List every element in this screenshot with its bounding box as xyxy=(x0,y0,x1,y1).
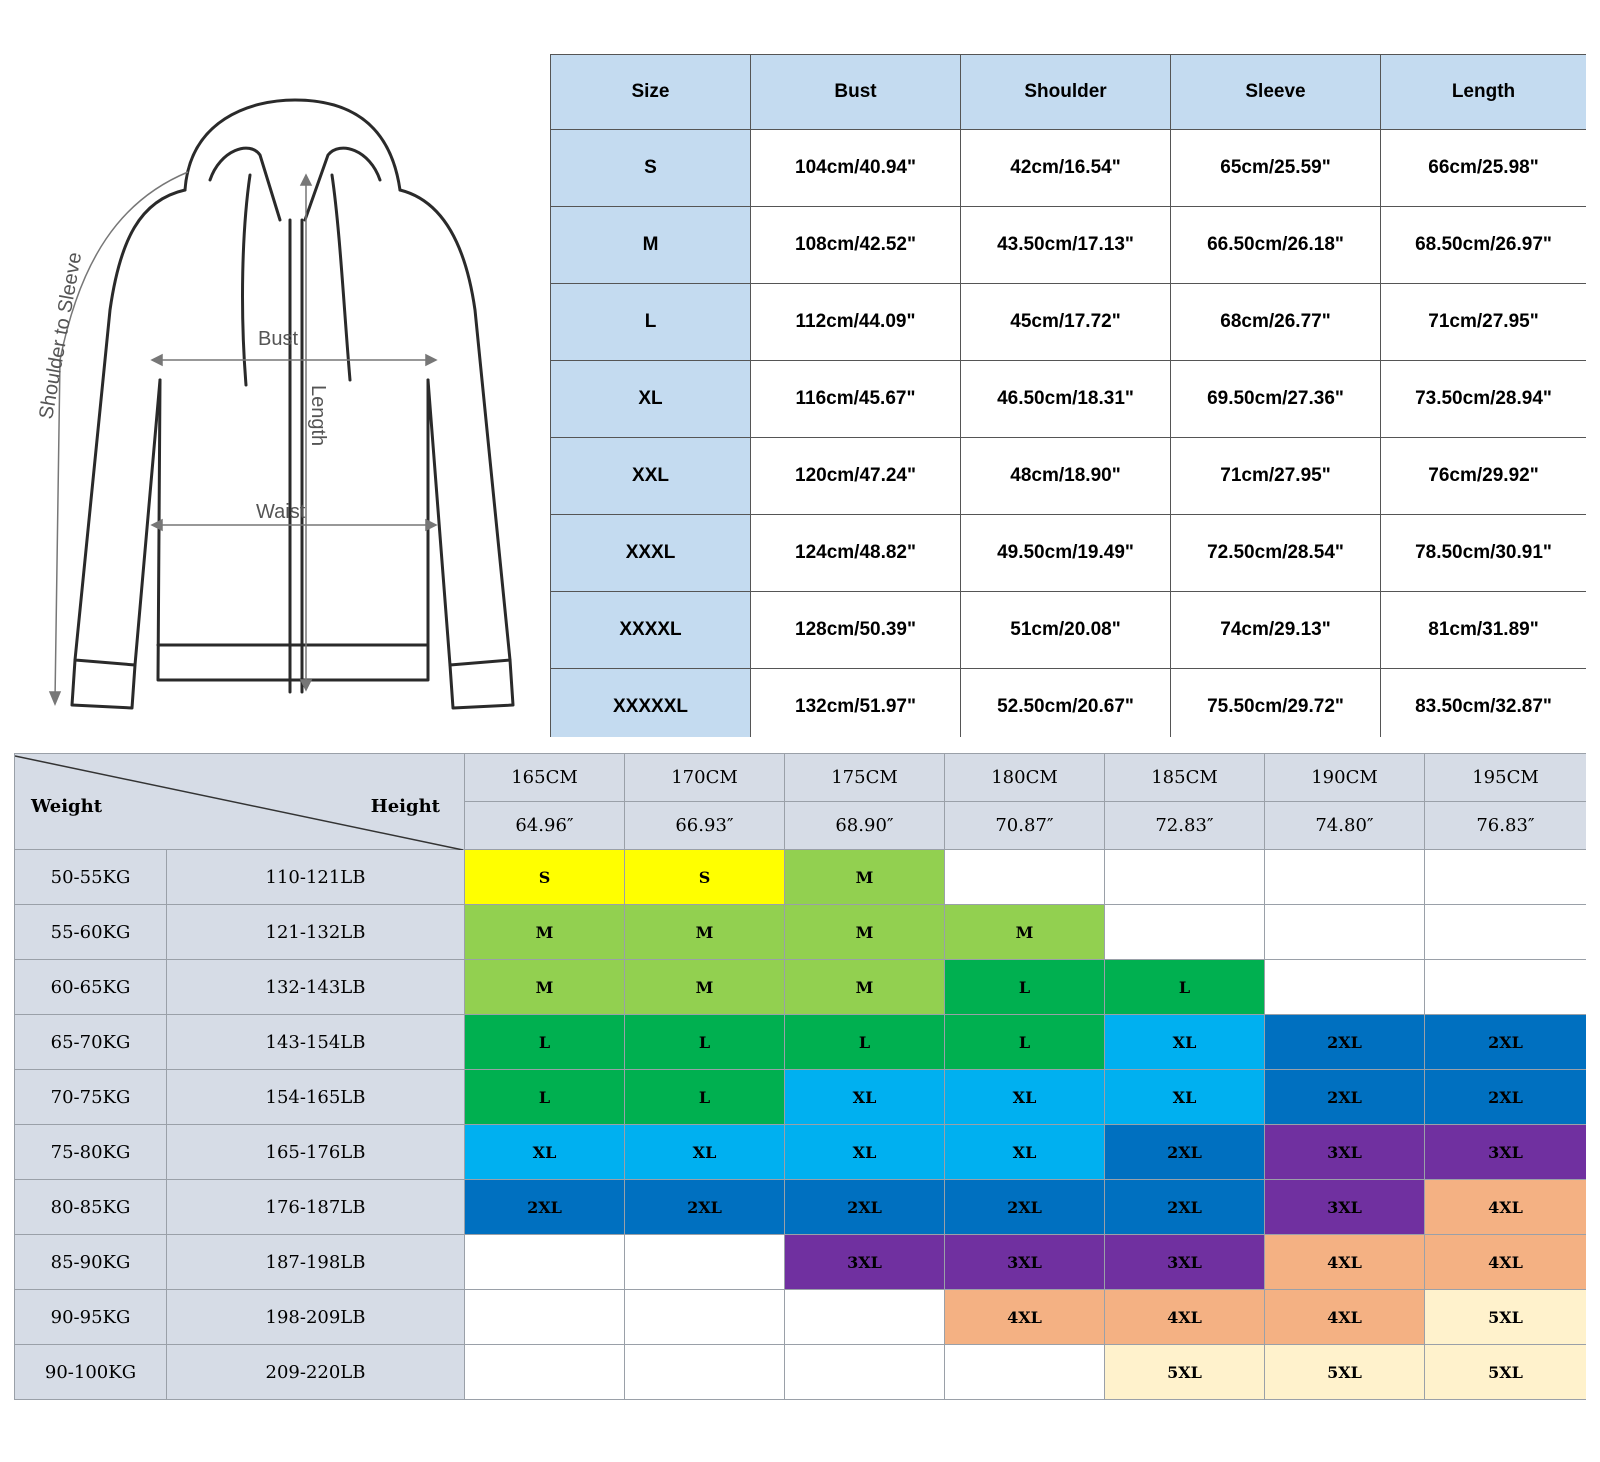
size-table-cell-sleeve: 71cm/27.95" xyxy=(1171,438,1381,515)
size-table-cell-bust: 132cm/51.97" xyxy=(751,669,961,738)
fit-chart-wrapper xyxy=(14,753,1586,1407)
height-cm-header: 175CM xyxy=(785,754,945,802)
height-cm-header: 170CM xyxy=(625,754,785,802)
weight-height-corner xyxy=(15,754,465,850)
fit-chart-row xyxy=(15,1345,1587,1400)
weight-kg-cell: 55-60KG xyxy=(15,905,167,960)
empty-size-cell xyxy=(1265,850,1425,905)
size-table-cell-bust: 104cm/40.94" xyxy=(751,130,961,207)
height-label: Height xyxy=(370,796,440,817)
recommended-size-cell: XL xyxy=(625,1125,785,1180)
recommended-size-cell: 4XL xyxy=(945,1290,1105,1345)
empty-size-cell xyxy=(785,1290,945,1345)
hoodie-outline-icon xyxy=(10,80,530,740)
fit-chart-row xyxy=(15,1180,1587,1235)
recommended-size-cell: 5XL xyxy=(1425,1345,1587,1400)
size-table-cell-shoulder: 48cm/18.90" xyxy=(961,438,1171,515)
recommended-size-cell: L xyxy=(1105,960,1265,1015)
recommended-size-cell: 3XL xyxy=(945,1235,1105,1290)
weight-kg-cell: 75-80KG xyxy=(15,1125,167,1180)
recommended-size-cell: M xyxy=(625,960,785,1015)
fit-chart-row xyxy=(15,1125,1587,1180)
weight-kg-cell: 90-100KG xyxy=(15,1345,167,1400)
empty-size-cell xyxy=(1265,960,1425,1015)
size-table-cell-bust: 120cm/47.24" xyxy=(751,438,961,515)
weight-kg-cell: 85-90KG xyxy=(15,1235,167,1290)
size-table-cell-size: S xyxy=(551,130,751,207)
recommended-size-cell: 3XL xyxy=(785,1235,945,1290)
size-table-cell-size: XXXL xyxy=(551,515,751,592)
size-table-cell-length: 66cm/25.98" xyxy=(1381,130,1587,207)
recommended-size-cell: 2XL xyxy=(1265,1015,1425,1070)
weight-kg-cell: 70-75KG xyxy=(15,1070,167,1125)
empty-size-cell xyxy=(1265,905,1425,960)
label-waist: Waist xyxy=(256,501,306,523)
recommended-size-cell: 4XL xyxy=(1105,1290,1265,1345)
header-length: Length xyxy=(1381,55,1587,130)
size-table-cell-size: XXXXXL xyxy=(551,669,751,738)
size-table-cell-size: XL xyxy=(551,361,751,438)
recommended-size-cell: 2XL xyxy=(1425,1015,1587,1070)
size-table-row xyxy=(551,669,1587,738)
size-table-cell-length: 83.50cm/32.87" xyxy=(1381,669,1587,738)
fit-chart-row xyxy=(15,1070,1587,1125)
recommended-size-cell: XL xyxy=(1105,1015,1265,1070)
size-table-cell-length: 68.50cm/26.97" xyxy=(1381,207,1587,284)
recommended-size-cell: M xyxy=(785,850,945,905)
size-table-cell-length: 78.50cm/30.91" xyxy=(1381,515,1587,592)
height-cm-header: 180CM xyxy=(945,754,1105,802)
weight-kg-cell: 60-65KG xyxy=(15,960,167,1015)
empty-size-cell xyxy=(785,1345,945,1400)
hoodie-diagram xyxy=(10,80,530,740)
recommended-size-cell: 4XL xyxy=(1425,1180,1587,1235)
recommended-size-cell: M xyxy=(785,905,945,960)
empty-size-cell xyxy=(1105,905,1265,960)
height-inch-header: 66.93″ xyxy=(625,802,785,850)
fit-chart-table xyxy=(14,753,1586,1400)
size-table-row xyxy=(551,515,1587,592)
empty-size-cell xyxy=(625,1235,785,1290)
weight-lb-cell: 121-132LB xyxy=(167,905,465,960)
recommended-size-cell: XL xyxy=(1105,1070,1265,1125)
size-table-cell-size: L xyxy=(551,284,751,361)
recommended-size-cell: 3XL xyxy=(1105,1235,1265,1290)
height-cm-header: 190CM xyxy=(1265,754,1425,802)
size-table-row xyxy=(551,592,1587,669)
size-table-row xyxy=(551,361,1587,438)
size-table-cell-sleeve: 74cm/29.13" xyxy=(1171,592,1381,669)
recommended-size-cell: M xyxy=(785,960,945,1015)
weight-lb-cell: 154-165LB xyxy=(167,1070,465,1125)
fit-chart-row xyxy=(15,1015,1587,1070)
size-table-cell-size: XXXXL xyxy=(551,592,751,669)
height-inch-header: 64.96″ xyxy=(465,802,625,850)
recommended-size-cell: 2XL xyxy=(1425,1070,1587,1125)
size-table-row xyxy=(551,284,1587,361)
size-table-cell-size: XXL xyxy=(551,438,751,515)
recommended-size-cell: 3XL xyxy=(1425,1125,1587,1180)
recommended-size-cell: L xyxy=(945,1015,1105,1070)
recommended-size-cell: 2XL xyxy=(625,1180,785,1235)
empty-size-cell xyxy=(1105,850,1265,905)
size-table-cell-bust: 108cm/42.52" xyxy=(751,207,961,284)
empty-size-cell xyxy=(945,1345,1105,1400)
size-table-cell-shoulder: 52.50cm/20.67" xyxy=(961,669,1171,738)
weight-lb-cell: 198-209LB xyxy=(167,1290,465,1345)
weight-kg-cell: 50-55KG xyxy=(15,850,167,905)
recommended-size-cell: 3XL xyxy=(1265,1180,1425,1235)
empty-size-cell xyxy=(945,850,1105,905)
recommended-size-cell: S xyxy=(465,850,625,905)
header-size: Size xyxy=(551,55,751,130)
empty-size-cell xyxy=(465,1345,625,1400)
size-table-cell-size: M xyxy=(551,207,751,284)
recommended-size-cell: XL xyxy=(945,1070,1105,1125)
weight-lb-cell: 110-121LB xyxy=(167,850,465,905)
recommended-size-cell: XL xyxy=(785,1125,945,1180)
recommended-size-cell: L xyxy=(625,1015,785,1070)
size-measurement-table-wrapper xyxy=(550,54,1586,737)
recommended-size-cell: S xyxy=(625,850,785,905)
recommended-size-cell: 5XL xyxy=(1425,1290,1587,1345)
recommended-size-cell: L xyxy=(625,1070,785,1125)
size-table-header-row xyxy=(551,55,1587,130)
size-table-row xyxy=(551,130,1587,207)
size-table-cell-bust: 128cm/50.39" xyxy=(751,592,961,669)
recommended-size-cell: M xyxy=(465,960,625,1015)
weight-lb-cell: 132-143LB xyxy=(167,960,465,1015)
size-table-row xyxy=(551,207,1587,284)
recommended-size-cell: 2XL xyxy=(1265,1070,1425,1125)
recommended-size-cell: 2XL xyxy=(1105,1125,1265,1180)
size-table-cell-sleeve: 66.50cm/26.18" xyxy=(1171,207,1381,284)
size-table-cell-length: 71cm/27.95" xyxy=(1381,284,1587,361)
recommended-size-cell: M xyxy=(465,905,625,960)
weight-lb-cell: 165-176LB xyxy=(167,1125,465,1180)
empty-size-cell xyxy=(625,1290,785,1345)
empty-size-cell xyxy=(1425,850,1587,905)
fit-header-row-cm xyxy=(15,754,1587,802)
weight-kg-cell: 65-70KG xyxy=(15,1015,167,1070)
recommended-size-cell: M xyxy=(625,905,785,960)
fit-chart-row xyxy=(15,850,1587,905)
size-table-cell-bust: 116cm/45.67" xyxy=(751,361,961,438)
recommended-size-cell: M xyxy=(945,905,1105,960)
recommended-size-cell: XL xyxy=(785,1070,945,1125)
recommended-size-cell: 4XL xyxy=(1265,1235,1425,1290)
recommended-size-cell: 2XL xyxy=(785,1180,945,1235)
recommended-size-cell: 4XL xyxy=(1425,1235,1587,1290)
recommended-size-cell: 3XL xyxy=(1265,1125,1425,1180)
fit-chart-row xyxy=(15,960,1587,1015)
size-table-cell-bust: 124cm/48.82" xyxy=(751,515,961,592)
empty-size-cell xyxy=(625,1345,785,1400)
weight-lb-cell: 209-220LB xyxy=(167,1345,465,1400)
size-table-cell-length: 76cm/29.92" xyxy=(1381,438,1587,515)
size-table-cell-shoulder: 45cm/17.72" xyxy=(961,284,1171,361)
size-table-cell-bust: 112cm/44.09" xyxy=(751,284,961,361)
height-cm-header: 185CM xyxy=(1105,754,1265,802)
recommended-size-cell: XL xyxy=(945,1125,1105,1180)
weight-lb-cell: 187-198LB xyxy=(167,1235,465,1290)
size-table-cell-shoulder: 42cm/16.54" xyxy=(961,130,1171,207)
recommended-size-cell: XL xyxy=(465,1125,625,1180)
recommended-size-cell: 4XL xyxy=(1265,1290,1425,1345)
size-table-cell-sleeve: 68cm/26.77" xyxy=(1171,284,1381,361)
recommended-size-cell: L xyxy=(465,1015,625,1070)
height-cm-header: 195CM xyxy=(1425,754,1587,802)
recommended-size-cell: L xyxy=(945,960,1105,1015)
fit-chart-row xyxy=(15,905,1587,960)
empty-size-cell xyxy=(465,1290,625,1345)
height-inch-header: 70.87″ xyxy=(945,802,1105,850)
recommended-size-cell: L xyxy=(465,1070,625,1125)
header-shoulder: Shoulder xyxy=(961,55,1171,130)
weight-kg-cell: 80-85KG xyxy=(15,1180,167,1235)
size-table-cell-shoulder: 49.50cm/19.49" xyxy=(961,515,1171,592)
size-table-cell-sleeve: 72.50cm/28.54" xyxy=(1171,515,1381,592)
label-shoulder-to-sleeve: Shoulder to Sleeve xyxy=(35,250,87,421)
size-table-cell-sleeve: 69.50cm/27.36" xyxy=(1171,361,1381,438)
empty-size-cell xyxy=(465,1235,625,1290)
height-inch-header: 72.83″ xyxy=(1105,802,1265,850)
weight-lb-cell: 176-187LB xyxy=(167,1180,465,1235)
header-sleeve: Sleeve xyxy=(1171,55,1381,130)
weight-kg-cell: 90-95KG xyxy=(15,1290,167,1345)
size-table-cell-sleeve: 65cm/25.59" xyxy=(1171,130,1381,207)
fit-chart-row xyxy=(15,1235,1587,1290)
recommended-size-cell: 5XL xyxy=(1105,1345,1265,1400)
recommended-size-cell: L xyxy=(785,1015,945,1070)
label-bust: Bust xyxy=(258,328,299,350)
empty-size-cell xyxy=(1425,960,1587,1015)
size-table-cell-shoulder: 46.50cm/18.31" xyxy=(961,361,1171,438)
size-table-cell-shoulder: 43.50cm/17.13" xyxy=(961,207,1171,284)
size-table-cell-length: 73.50cm/28.94" xyxy=(1381,361,1587,438)
recommended-size-cell: 2XL xyxy=(465,1180,625,1235)
weight-label: Weight xyxy=(31,796,103,817)
empty-size-cell xyxy=(1425,905,1587,960)
label-length: Length xyxy=(307,385,329,447)
size-table-cell-length: 81cm/31.89" xyxy=(1381,592,1587,669)
weight-lb-cell: 143-154LB xyxy=(167,1015,465,1070)
fit-chart-row xyxy=(15,1290,1587,1345)
recommended-size-cell: 2XL xyxy=(945,1180,1105,1235)
header-bust: Bust xyxy=(751,55,961,130)
height-inch-header: 74.80″ xyxy=(1265,802,1425,850)
recommended-size-cell: 2XL xyxy=(1105,1180,1265,1235)
height-cm-header: 165CM xyxy=(465,754,625,802)
size-table-cell-shoulder: 51cm/20.08" xyxy=(961,592,1171,669)
height-inch-header: 68.90″ xyxy=(785,802,945,850)
size-table-cell-sleeve: 75.50cm/29.72" xyxy=(1171,669,1381,738)
height-inch-header: 76.83″ xyxy=(1425,802,1587,850)
size-table-row xyxy=(551,438,1587,515)
size-measurement-table xyxy=(550,54,1586,737)
recommended-size-cell: 5XL xyxy=(1265,1345,1425,1400)
